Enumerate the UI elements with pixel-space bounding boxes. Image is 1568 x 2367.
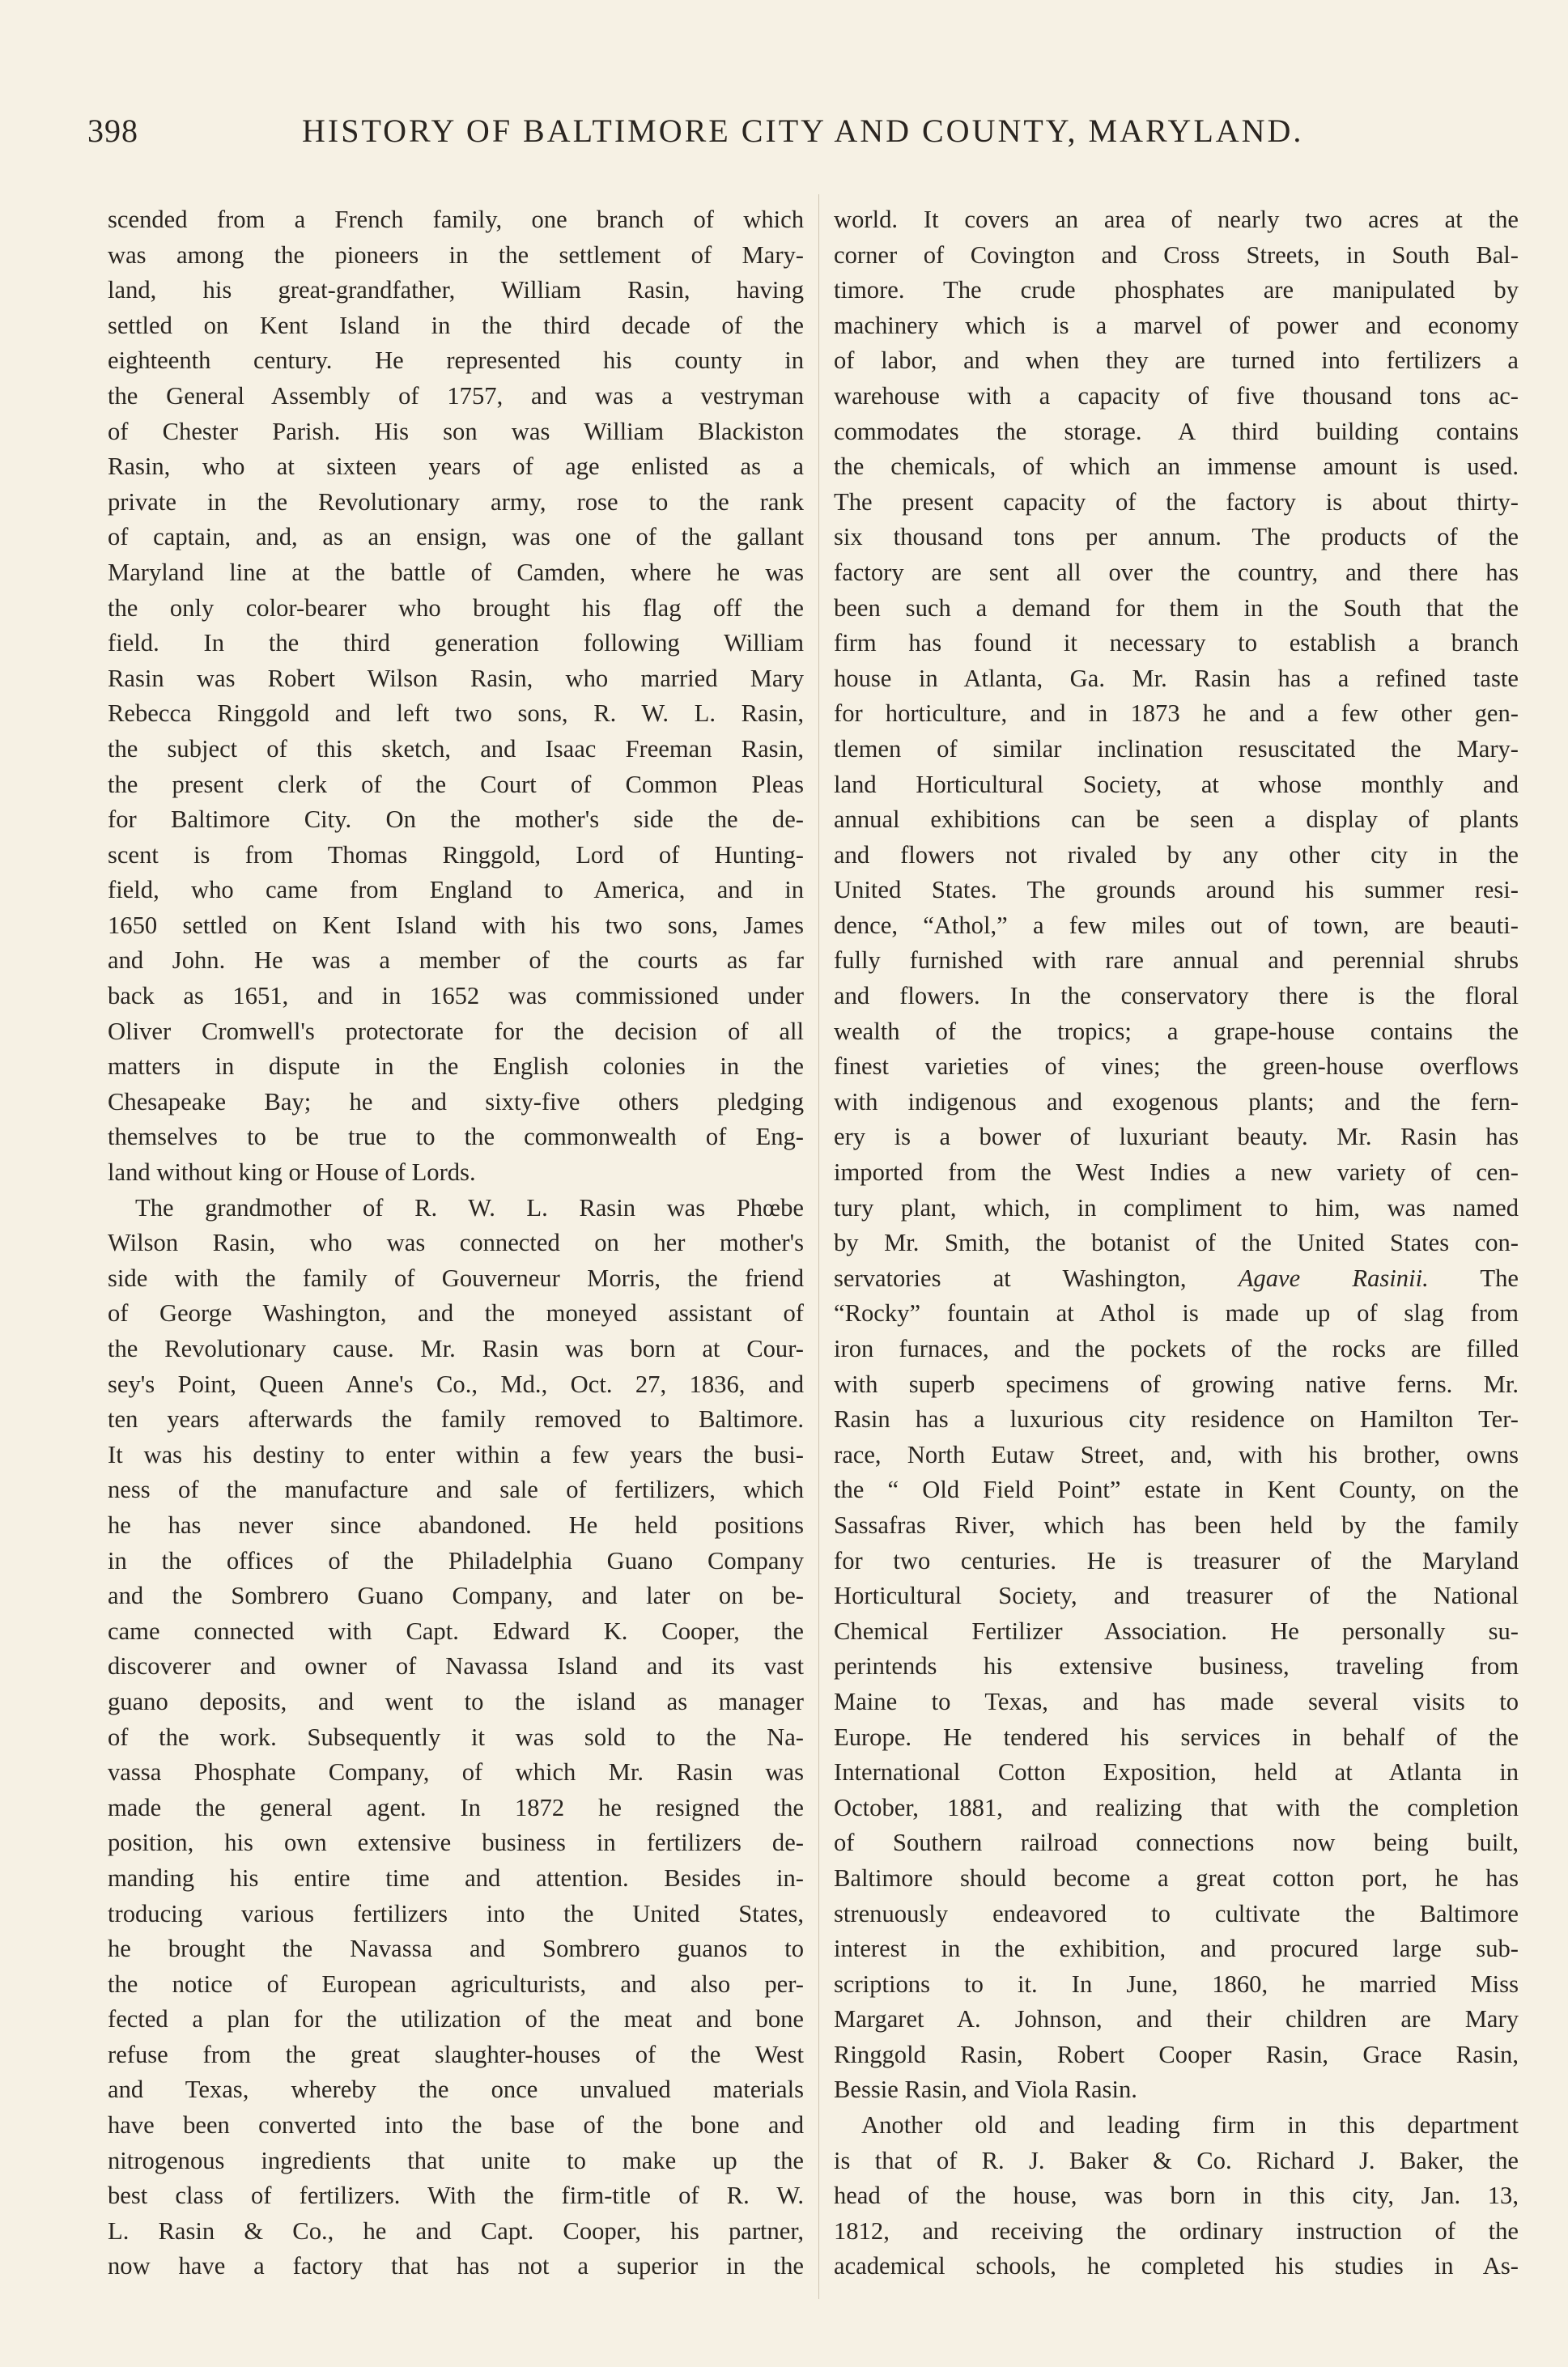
left-column [108,202,804,2284]
text-line: the General Assembly of 1757, and was a vestryman [108,381,804,410]
text-line: now have a factory that has not a superior in the [108,2252,804,2280]
text-line: was among the pioneers in the settlement of Mary- [108,240,804,269]
text-line: scriptions to it. In June, 1860, he married Miss [834,1970,1519,1998]
text-line: matters in dispute in the English colonies in the [108,1052,804,1081]
text-line: Chesapeake Bay; he and sixty-five others pledging [108,1087,804,1116]
text-line: “Rocky” fountain at Athol is made up of slag from [834,1299,1519,1328]
text-line: firm has found it necessary to establish a branch [834,629,1519,657]
text-line: world. It covers an area of nearly two acres at the [834,206,1519,233]
text-line: United States. The grounds around his summer resi- [834,876,1519,904]
text-line: position, his own extensive business in fertilizers de- [108,1829,804,1857]
text-line: refuse from the great slaughter-houses of the West [108,2040,804,2068]
text-line: Rasin, who at sixteen years of age enlisted as a [108,453,804,481]
text-line: the “ Old Field Point” estate in Kent County, on the [834,1476,1519,1504]
text-line: Sassafras River, which has been held by the family [834,1511,1519,1539]
text-line: Wilson Rasin, who was connected on her mother's [108,1229,804,1257]
running-title: HISTORY OF BALTIMORE CITY AND COUNTY, MARYLAND. [302,113,1304,149]
page-number: 398 [87,113,138,149]
text-line: land, his great-grandfather, William Rasin, having [108,276,804,304]
text-line: troducing various fertilizers into the United States, [108,1899,804,1927]
text-line: timore. The crude phosphates are manipulated by [834,276,1519,304]
text-line: vassa Phosphate Company, of which Mr. Rasin was [108,1758,804,1787]
text-line: field, who came from England to America, and in [108,876,804,904]
text-line: for horticulture, and in 1873 he and a few other gen- [834,699,1519,728]
text-line: of captain, and, as an ensign, was one of the gallant [108,523,804,551]
text-line: fected a plan for the utilization of the meat and bone [108,2005,804,2033]
text-line: Rasin has a luxurious city residence on Hamilton Ter- [834,1405,1519,1434]
text-line: October, 1881, and realizing that with the completion [834,1793,1519,1821]
text-line: tlemen of similar inclination resuscitated the Mary- [834,734,1519,763]
text-line: and John. He was a member of the courts as far [108,946,804,975]
text-line: came connected with Capt. Edward K. Cooper, the [108,1617,804,1645]
text-line: Horticultural Society, and treasurer of the National [834,1582,1519,1610]
text-line: the subject of this sketch, and Isaac Freeman Rasin, [108,734,804,763]
text-line: wealth of the tropics; a grape-house contains the [834,1017,1519,1045]
text-line: for Baltimore City. On the mother's side the de- [108,805,804,834]
text-line: made the general agent. In 1872 he resigned the [108,1793,804,1821]
text-line: the present clerk of the Court of Common Pleas [108,770,804,798]
text-line: Chemical Fertilizer Association. He personally su- [834,1617,1519,1645]
text-segment: servatories at Washington, [834,1264,1239,1292]
text-line: land without king or House of Lords. [108,1158,476,1187]
text-line: field. In the third generation following William [108,629,804,657]
text-line: of Southern railroad connections now being built, [834,1829,1519,1857]
text-line: Maine to Texas, and has made several visits to [834,1687,1519,1715]
text-line: factory are sent all over the country, and there has [834,558,1519,586]
text-line: Rebecca Ringgold and left two sons, R. W. L. Rasin, [108,699,804,728]
text-line: 1812, and receiving the ordinary instruction of the [834,2216,1519,2245]
text-line: guano deposits, and went to the island as manager [108,1687,804,1715]
text-line: have been converted into the base of the bone and [108,2111,804,2140]
text-line: six thousand tons per annum. The products of the [834,523,1519,551]
text-line: and flowers not rivaled by any other city in the [834,840,1519,869]
text-line: ness of the manufacture and sale of fertilizers, which [108,1476,804,1504]
text-line: he brought the Navassa and Sombrero guanos to [108,1935,804,1963]
column-divider [818,194,819,2299]
text-line: eighteenth century. He represented his county in [108,346,804,375]
text-line: and flowers. In the conservatory there is the floral [834,982,1519,1010]
text-line: best class of fertilizers. With the firm-title of R. W. [108,2182,804,2210]
right-column [834,202,1519,2284]
text-line: fully furnished with rare annual and perennial shrubs [834,946,1519,975]
text-line: annual exhibitions can be seen a display of plants [834,805,1519,834]
text-line: with superb specimens of growing native ferns. Mr. [834,1370,1519,1398]
text-line: Rasin was Robert Wilson Rasin, who married Mary [108,664,804,692]
text-line: perintends his extensive business, traveling from [834,1652,1519,1681]
text-line: with indigenous and exogenous plants; and the fern- [834,1087,1519,1116]
text-line: settled on Kent Island in the third decade of the [108,311,804,339]
text-line: L. Rasin & Co., he and Capt. Cooper, his partner, [108,2216,804,2245]
text-line [834,1261,1519,1297]
text-line: commodates the storage. A third building contains [834,417,1519,445]
text-line: private in the Revolutionary army, rose to the rank [108,487,804,516]
species-name: Agave Rasinii. [1238,1264,1429,1292]
text-line: nitrogenous ingredients that unite to make up the [108,2146,804,2174]
text-line: race, North Eutaw Street, and, with his brother, owns [834,1440,1519,1468]
text-line: Ringgold Rasin, Robert Cooper Rasin, Grace Rasin, [834,2040,1519,2068]
text-line: The present capacity of the factory is about thirty- [834,487,1519,516]
text-line: Maryland line at the battle of Camden, where he was [108,558,804,586]
text-line: been such a demand for them in the South that the [834,593,1519,622]
text-segment: The [1480,1264,1519,1292]
text-line: land Horticultural Society, at whose monthly and [834,770,1519,798]
text-line: discoverer and owner of Navassa Island and its vast [108,1652,804,1681]
text-line: is that of R. J. Baker & Co. Richard J. Baker, the [834,2146,1519,2174]
text-line: Europe. He tendered his services in behalf of the [834,1723,1519,1751]
text-line: the Revolutionary cause. Mr. Rasin was born at Cour- [108,1335,804,1362]
text-line: ery is a bower of luxuriant beauty. Mr. Rasin has [834,1123,1519,1151]
text-line: for two centuries. He is treasurer of the Maryland [834,1546,1519,1574]
text-line: he has never since abandoned. He held positions [108,1511,804,1539]
text-line: Bessie Rasin, and Viola Rasin. [834,2076,1137,2104]
text-line: and Texas, whereby the once unvalued materials [108,2076,804,2104]
text-line: sey's Point, Queen Anne's Co., Md., Oct. 27, 1836, and [108,1370,804,1398]
text-line: manding his entire time and attention. Besides in- [108,1863,804,1892]
text-line: side with the family of Gouverneur Morris, the friend [108,1264,804,1292]
text-line: finest varieties of vines; the green-house overflows [834,1052,1519,1081]
text-line: The grandmother of R. W. L. Rasin was Phœbe [135,1193,804,1222]
text-line: the chemicals, of which an immense amount is used. [834,453,1519,481]
text-line: scent is from Thomas Ringgold, Lord of Hunting- [108,840,804,869]
text-line: themselves to be true to the commonwealth of Eng- [108,1123,804,1151]
text-line: strenuously endeavored to cultivate the Baltimore [834,1899,1519,1927]
text-line: academical schools, he completed his studies in As- [834,2252,1519,2280]
text-line: corner of Covington and Cross Streets, in South Bal- [834,240,1519,269]
text-line: ten years afterwards the family removed to Baltimore. [108,1405,804,1434]
text-line: Baltimore should become a great cotton port, he has [834,1863,1519,1892]
text-line: International Cotton Exposition, held at Atlanta in [834,1758,1519,1787]
text-line: warehouse with a capacity of five thousand tons ac- [834,381,1519,410]
text-line: Oliver Cromwell's protectorate for the decision of all [108,1017,804,1045]
text-line: tury plant, which, in compliment to him, was named [834,1193,1519,1222]
text-line: by Mr. Smith, the botanist of the United States con- [834,1229,1519,1257]
text-line: the only color-bearer who brought his flag off the [108,593,804,622]
text-line: and the Sombrero Guano Company, and later on be- [108,1582,804,1610]
text-line: in the offices of the Philadelphia Guano Company [108,1546,804,1574]
text-line: head of the house, was born in this city, Jan. 13, [834,2182,1519,2210]
text-line: 1650 settled on Kent Island with his two sons, James [108,911,804,939]
text-line: machinery which is a marvel of power and economy [834,311,1519,339]
text-line: Margaret A. Johnson, and their children are Mary [834,2005,1519,2033]
text-line: interest in the exhibition, and procured large sub- [834,1935,1519,1963]
text-line: of the work. Subsequently it was sold to the Na- [108,1723,804,1751]
text-line: the notice of European agriculturists, and also per- [108,1970,804,1998]
text-line: scended from a French family, one branch of which [108,206,804,233]
text-line: back as 1651, and in 1652 was commissioned under [108,982,804,1010]
text-line: It was his destiny to enter within a few years the busi- [108,1440,804,1468]
text-line: of Chester Parish. His son was William Blackiston [108,417,804,445]
text-line: of labor, and when they are turned into fertilizers a [834,346,1519,375]
text-line: house in Atlanta, Ga. Mr. Rasin has a refined taste [834,664,1519,692]
page-header [87,112,1350,160]
text-line: of George Washington, and the moneyed assistant of [108,1299,804,1328]
text-line: dence, “Athol,” a few miles out of town, are beauti- [834,911,1519,939]
text-line: Another old and leading firm in this department [861,2111,1519,2140]
text-line: imported from the West Indies a new variety of cen- [834,1158,1519,1187]
text-line: iron furnaces, and the pockets of the rocks are filled [834,1335,1519,1362]
